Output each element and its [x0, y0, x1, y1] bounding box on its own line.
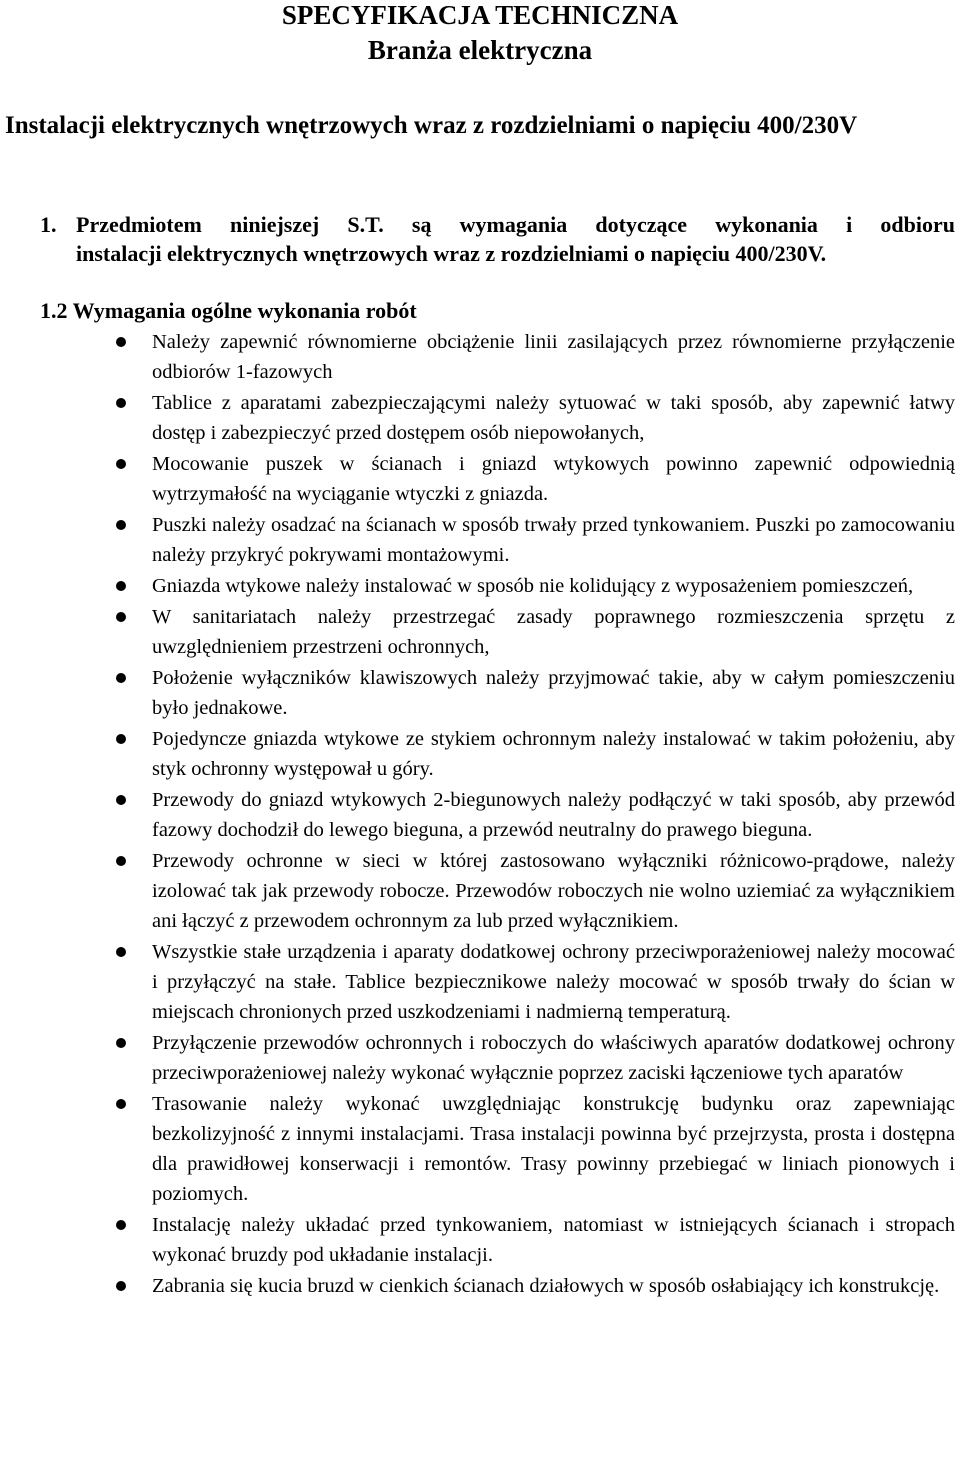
- list-item-text: Mocowanie puszek w ścianach i gniazd wtykowych powinno zapewnić odpowiednią wytrzymałość na wyciąganie wtyczki z gniazda.: [152, 453, 955, 505]
- list-item: [0, 1028, 955, 1088]
- bullet-icon: [116, 1220, 126, 1230]
- list-item: [0, 571, 955, 601]
- list-item-text: Należy zapewnić równomierne obciążenie linii zasilających przez równomierne przyłączenie odbiorów 1-fazowych: [152, 331, 955, 383]
- list-item: [0, 510, 955, 570]
- bullet-icon: [116, 947, 126, 957]
- document-subject: Instalacji elektrycznych wnętrzowych wraz z rozdzielniami o napięciu 400/230V: [5, 112, 858, 139]
- list-item: [0, 937, 955, 1027]
- bullet-icon: [116, 520, 126, 530]
- list-item: [0, 1271, 955, 1301]
- bullet-icon: [116, 581, 126, 591]
- section-1-text-1: Przedmiotem niniejszej S.T. są wymagania dotyczące wykonania i odbioru: [76, 212, 955, 237]
- list-item-text: Położenie wyłączników klawiszowych należy przyjmować takie, aby w całym pomieszczeniu było jednakowe.: [152, 667, 955, 719]
- requirements-list: [0, 327, 960, 1302]
- bullet-icon: [116, 1099, 126, 1109]
- list-item-text: Instalację należy układać przed tynkowaniem, natomiast w istniejących ścianach i stropach wykonać bruzdy pod układanie instalacji.: [152, 1214, 955, 1266]
- bullet-icon: [116, 1281, 126, 1291]
- list-item: [0, 1089, 955, 1209]
- section-1-line-2: instalacji elektrycznych wnętrzowych wraz z rozdzielniami o napięciu 400/230V.: [76, 241, 827, 266]
- section-1-number: 1.: [40, 212, 57, 237]
- list-item: [0, 327, 955, 387]
- list-item-text: Przyłączenie przewodów ochronnych i roboczych do właściwych aparatów dodatkowej ochrony przeciwporażeniowej należy wykonać wyłącznie poprzez zaciski łączeniowe tych aparatów: [152, 1032, 955, 1084]
- bullet-icon: [116, 795, 126, 805]
- list-item-text: Pojedyncze gniazda wtykowe ze stykiem ochronnym należy instalować w takim położeniu, aby styk ochronny występował u góry.: [152, 728, 955, 780]
- list-item: [0, 663, 955, 723]
- list-item: [0, 602, 955, 662]
- list-item: [0, 388, 955, 448]
- list-item-text: Wszystkie stałe urządzenia i aparaty dodatkowej ochrony przeciwporażeniowej należy mocować i przyłączyć na stałe. Tablice bezpiecznikowe należy mocować w sposób trwały do ścian w miejscach chronionych przed uszkodzeniami i nadmierną temperaturą.: [152, 941, 955, 1023]
- list-item-text: Gniazda wtykowe należy instalować w sposób nie kolidujący z wyposażeniem pomieszczeń,: [152, 575, 914, 597]
- list-item: [0, 1210, 955, 1270]
- bullet-icon: [116, 1038, 126, 1048]
- bullet-icon: [116, 398, 126, 408]
- bullet-icon: [116, 734, 126, 744]
- section-2-heading: 1.2 Wymagania ogólne wykonania robót: [40, 298, 417, 323]
- list-item-text: Tablice z aparatami zabezpieczającymi należy sytuować w taki sposób, aby zapewnić łatwy dostęp i zabezpieczyć przed dostępem osób niepowołanych,: [152, 392, 955, 444]
- bullet-icon: [116, 612, 126, 622]
- list-item: [0, 449, 955, 509]
- bullet-icon: [116, 459, 126, 469]
- section-1: [40, 210, 955, 268]
- list-item-text: Puszki należy osadzać na ścianach w sposób trwały przed tynkowaniem. Puszki po zamocowaniu należy przykryć pokrywami montażowymi.: [152, 514, 955, 566]
- bullet-icon: [116, 673, 126, 683]
- list-item-text: W sanitariatach należy przestrzegać zasady poprawnego rozmieszczenia sprzętu z uwzględnieniem przestrzeni ochronnych,: [152, 606, 955, 658]
- list-item-text: Trasowanie należy wykonać uwzględniając konstrukcję budynku oraz zapewniając bezkolizyjność z innymi instalacjami. Trasa instalacji powinna być przejrzysta, prosta i dostępna dla prawidłowej konserwacji i remontów. Trasy powinny przebiegać w liniach pionowych i poziomych.: [152, 1093, 955, 1205]
- list-item: [0, 724, 955, 784]
- section-1-line-1: [40, 210, 955, 239]
- list-item: [0, 846, 955, 936]
- list-item-text: Przewody ochronne w sieci w której zastosowano wyłączniki różnicowo-prądowe, należy izolować tak jak przewody robocze. Przewodów roboczych nie wolno uziemiać za wyłącznikiem ani łączyć z przewodem ochronnym za lub przed wyłącznikiem.: [152, 850, 955, 932]
- bullet-icon: [116, 337, 126, 347]
- list-item: [0, 785, 955, 845]
- bullet-icon: [116, 856, 126, 866]
- list-item-text: Zabrania się kucia bruzd w cienkich ścianach działowych w sposób osłabiający ich konstrukcję.: [152, 1275, 940, 1297]
- document-title: SPECYFIKACJA TECHNICZNA: [281, 0, 679, 30]
- document-subtitle: Branża elektryczna: [367, 35, 593, 65]
- list-item-text: Przewody do gniazd wtykowych 2-biegunowych należy podłączyć w taki sposób, aby przewód fazowy dochodził do lewego bieguna, a przewód neutralny do prawego bieguna.: [152, 789, 955, 841]
